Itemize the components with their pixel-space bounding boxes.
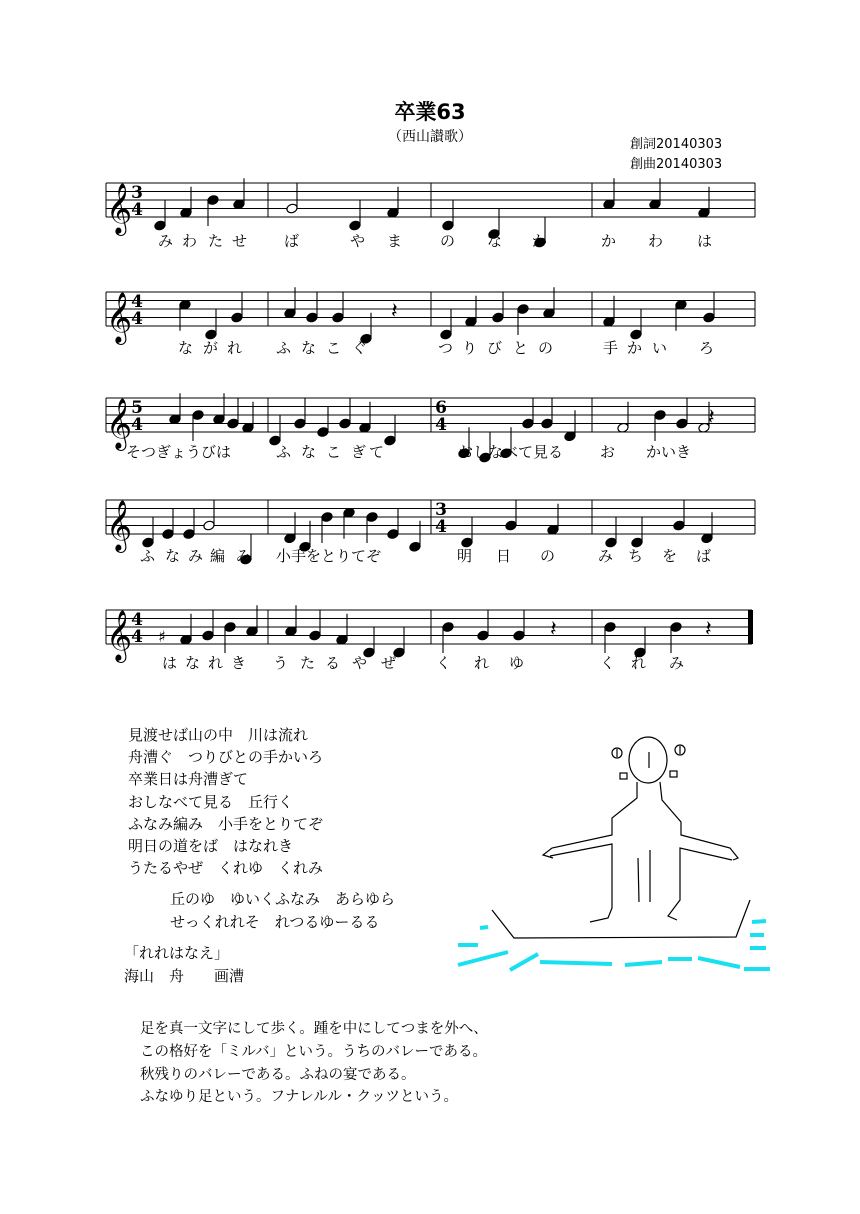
lyric-syllable: か xyxy=(601,232,617,250)
refrain-line: 丘のゆ ゆいくふなみ あらゆら xyxy=(170,890,396,908)
lyric-syllable: は xyxy=(697,232,713,250)
lyric-syllable: み xyxy=(598,547,614,565)
time-signature-numerator: 3 xyxy=(131,183,143,203)
final-bar-line xyxy=(748,610,753,644)
time-signature-numerator: 5 xyxy=(131,398,143,418)
lyric-syllable: や xyxy=(350,232,366,250)
lyric-syllable: び xyxy=(487,339,503,357)
lyric-syllable: かいき xyxy=(646,443,692,461)
right-square-mark xyxy=(670,771,677,777)
lyric-syllable: の xyxy=(440,232,456,250)
treble-clef-icon: 𝄞 xyxy=(106,398,133,449)
lyric-syllable: ろ xyxy=(699,339,715,357)
note-head xyxy=(492,312,505,323)
lyric-syllable: て xyxy=(369,443,385,461)
dancer-head xyxy=(629,737,667,783)
time-signature-numerator: 4 xyxy=(131,292,143,312)
treble-clef-icon: 𝄞 xyxy=(106,183,133,234)
lyric-syllable: こ xyxy=(326,339,342,357)
lyric-syllable: く xyxy=(436,654,452,672)
verse-line: おしなべて見る 丘行く xyxy=(128,792,294,811)
note-line: 足を真一文字にして歩く。踵を中にしてつまを外へ、 xyxy=(140,1021,488,1037)
verse-line: 舟漕ぐ つりびとの手かいろ xyxy=(128,748,324,767)
dancer-leg-line xyxy=(638,858,639,902)
lyric-syllable: み xyxy=(236,547,252,565)
note-head xyxy=(477,630,490,641)
note-head xyxy=(317,426,330,437)
note-line: ふなゆり足という。フナレルル・クッツという。 xyxy=(140,1089,458,1106)
time-signature-denominator: 4 xyxy=(131,627,143,647)
time-signature-numerator: 3 xyxy=(435,500,447,520)
note-head xyxy=(207,194,220,205)
lyric-syllable: を xyxy=(662,547,678,565)
note-head xyxy=(541,418,554,429)
page-title: 卒業63 xyxy=(394,100,466,124)
treble-clef-icon: 𝄞 xyxy=(106,292,133,343)
explanatory-note xyxy=(140,1018,488,1109)
lyrics-credit: 創詞20140303 xyxy=(630,137,723,152)
lyric-syllable: 編 xyxy=(210,547,226,565)
note-head xyxy=(339,418,352,429)
note-head xyxy=(203,520,216,531)
left-square-mark xyxy=(620,773,627,779)
lyric-syllable: た xyxy=(300,654,316,672)
lyric-syllable: が xyxy=(203,339,219,357)
stage-water xyxy=(458,921,770,970)
lyric-syllable: み xyxy=(188,547,204,565)
verse-line: 明日の道をば はなれき xyxy=(128,837,294,856)
note-head xyxy=(673,520,686,531)
quarter-rest-icon: 𝄽 xyxy=(705,617,712,642)
dancer-left-side xyxy=(550,844,612,922)
dancer-left-arm xyxy=(543,782,637,858)
lyric-syllable: おしなべて見る xyxy=(458,443,564,461)
lyric-line xyxy=(0,652,685,674)
lyric-syllable: 手 xyxy=(603,339,619,357)
dancer-right-arm xyxy=(660,782,738,860)
lyric-syllable: ま xyxy=(387,232,403,250)
time-signature-denominator: 4 xyxy=(435,517,447,537)
note-head xyxy=(192,409,205,420)
time-signature-denominator: 4 xyxy=(131,309,143,329)
lyric-syllable: い xyxy=(652,339,668,357)
lyric-syllable: 日 xyxy=(496,547,512,565)
verse-line: 卒業日は舟漕ぎて xyxy=(128,770,249,789)
refrain-text xyxy=(170,888,395,933)
time-signature-denominator: 4 xyxy=(435,415,447,435)
note-head xyxy=(309,630,322,641)
lyric-syllable: の xyxy=(540,547,556,565)
note-head xyxy=(522,418,535,429)
lyric-syllable: な xyxy=(301,339,317,357)
lyric-syllable: 明 xyxy=(457,547,473,565)
sharp-icon: ♯ xyxy=(158,627,166,646)
note-head xyxy=(227,418,240,429)
note-head xyxy=(513,630,526,641)
lyric-syllable: ち xyxy=(628,547,644,565)
note-head xyxy=(505,520,518,531)
lyric-syllable: き xyxy=(231,654,247,672)
time-signature-numerator: 4 xyxy=(131,610,143,630)
lyric-syllable: こ xyxy=(326,443,342,461)
lyric-syllable: れ xyxy=(474,654,490,672)
lyric-syllable: ぎ xyxy=(351,443,367,461)
lyric-syllable: ぐ xyxy=(352,339,368,357)
refrain-line: せっくれれそ れつるゆーるる xyxy=(170,912,380,931)
lyric-syllable: な xyxy=(178,339,194,357)
lyric-syllable: ふ xyxy=(276,443,292,461)
lyric-syllable: な xyxy=(185,654,201,672)
note-head xyxy=(604,621,617,632)
stage-outline xyxy=(492,900,750,938)
note-line: 秋残りのバレーである。ふねの宴である。 xyxy=(140,1066,416,1083)
note-head xyxy=(231,312,244,323)
music-credit: 創曲20140303 xyxy=(630,157,723,172)
lyric-syllable: れ xyxy=(227,339,243,357)
lyric-syllable: つ xyxy=(438,339,454,357)
lyric-syllable: り xyxy=(462,339,478,357)
lyric-syllable: ば xyxy=(284,232,300,250)
note-head xyxy=(162,528,175,539)
note-head xyxy=(387,528,400,539)
lyric-syllable: か xyxy=(532,232,548,250)
note-head xyxy=(517,303,530,314)
lyric-syllable: な xyxy=(301,443,317,461)
note-head xyxy=(670,621,683,632)
verse-line: うたるやぜ くれゆ くれみ xyxy=(128,859,324,878)
lyric-syllable: そつぎょうびは xyxy=(126,443,232,461)
lyric-syllable: み xyxy=(158,232,174,250)
lyric-syllable: な xyxy=(165,547,181,565)
verse-line: ふなみ編み 小手をとりてぞ xyxy=(128,814,324,833)
signature-title: 「れれはなえ」 xyxy=(124,944,230,962)
note-line: この格好を「ミルバ」という。うちのバレーである。 xyxy=(140,1043,487,1060)
lyric-syllable: れ xyxy=(208,654,224,672)
dancer-illustration xyxy=(440,730,790,990)
lyric-syllable: る xyxy=(325,654,341,672)
dancer-right-side xyxy=(668,848,732,920)
note-head xyxy=(183,528,196,539)
note-head xyxy=(332,312,345,323)
lyric-syllable: ぜ xyxy=(381,654,397,672)
lyric-syllable: ゆ xyxy=(509,654,525,672)
lyric-syllable: わ xyxy=(648,232,664,250)
time-signature-denominator: 4 xyxy=(131,415,143,435)
note-head xyxy=(286,203,299,214)
note-head xyxy=(306,312,319,323)
note-head xyxy=(366,511,379,522)
lyric-syllable: は xyxy=(162,654,178,672)
time-signature-numerator: 6 xyxy=(435,398,447,418)
note-head xyxy=(321,511,334,522)
lyric-syllable: ば xyxy=(696,547,712,565)
treble-clef-icon: 𝄞 xyxy=(106,610,133,661)
lyric-syllable: せ xyxy=(232,232,248,250)
lyric-syllable: お xyxy=(600,443,616,461)
lyric-syllable: み xyxy=(669,654,685,672)
note-head xyxy=(224,621,237,632)
time-signature-denominator: 4 xyxy=(131,200,143,220)
quarter-rest-icon: 𝄽 xyxy=(708,405,715,430)
lyric-syllable: 小手をとりてぞ xyxy=(276,547,382,565)
signature-block xyxy=(124,942,244,988)
note-head xyxy=(442,621,455,632)
lyric-syllable: ふ xyxy=(140,547,156,565)
clefs xyxy=(106,183,132,663)
note-head xyxy=(202,630,215,641)
note-head xyxy=(654,409,667,420)
lyric-syllable: う xyxy=(273,654,289,672)
lyric-line xyxy=(0,545,712,567)
lyric-line xyxy=(0,441,692,463)
lyric-syllable: わ xyxy=(182,232,198,250)
page-subtitle: （西山讃歌） xyxy=(388,129,472,145)
lyric-syllable: と xyxy=(513,339,529,357)
verse-line: 見渡せば山の中 川は流れ xyxy=(128,726,309,744)
lyric-syllable: や xyxy=(352,654,368,672)
lyric-syllable: れ xyxy=(631,654,647,672)
lyric-line xyxy=(0,337,715,359)
lyric-syllable: く xyxy=(600,654,616,672)
lyric-syllable: か xyxy=(627,339,643,357)
lyric-syllable: な xyxy=(487,232,503,250)
lyric-line xyxy=(0,230,713,252)
note-head xyxy=(676,418,689,429)
note-head xyxy=(294,418,307,429)
verse-text xyxy=(128,724,323,879)
treble-clef-icon: 𝄞 xyxy=(106,500,133,551)
note-head xyxy=(703,312,716,323)
lyric-syllable: の xyxy=(538,339,554,357)
lyric-syllable: ふ xyxy=(276,339,292,357)
quarter-rest-icon: 𝄽 xyxy=(391,299,398,324)
lyric-syllable: た xyxy=(208,232,224,250)
signature-author: 海山 舟 画漕 xyxy=(124,967,245,985)
quarter-rest-icon: 𝄽 xyxy=(550,617,557,642)
